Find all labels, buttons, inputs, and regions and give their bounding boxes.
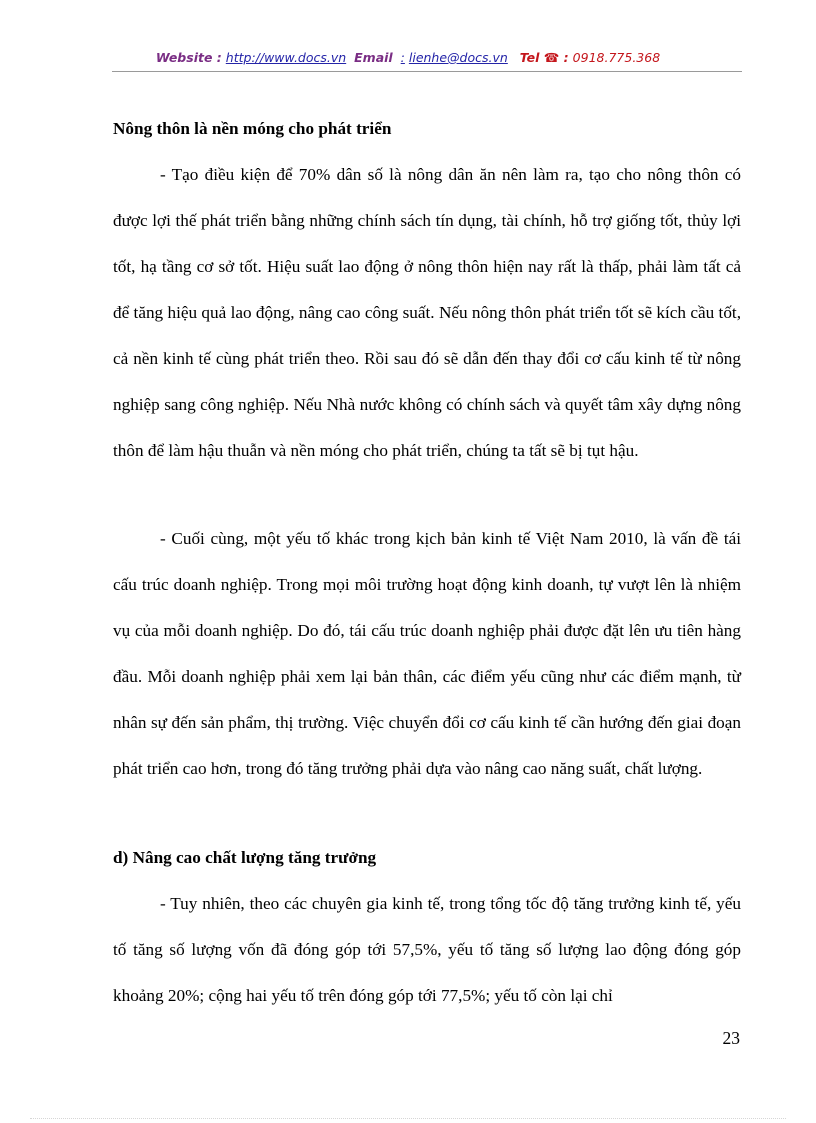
section-heading-rural: Nông thôn là nền móng cho phát triển (113, 119, 392, 138)
page-header (0, 50, 816, 65)
paragraph-rural-development: - Tạo điều kiện để 70% dân số là nông dân ăn nên làm ra, tạo cho nông thôn có được lợi thế phát triển bằng những chính sách tín dụng, tài chính, hỗ trợ giống tốt, thủy lợi tốt, hạ tầng cơ sở tốt. Hiệu suất lao động ở nông thôn hiện nay rất là thấp, phải làm tất cả để tăng hiệu quả lao động, nâng cao công suất. Nếu nông thôn phát triển tốt sẽ kích cầu tốt, cả nền kinh tế cùng phát triển theo. Rồi sau đó sẽ dẫn đến thay đổi cơ cấu kinh tế từ nông nghiệp sang công nghiệp. Nếu Nhà nước không có chính sách và quyết tâm xây dựng nông thôn để làm hậu thuẫn và nền móng cho phát triển, chúng ta tất sẽ bị tụt hậu. (113, 165, 741, 460)
email-label: Email (354, 50, 393, 65)
footer-dotted-line (30, 1118, 786, 1119)
header-divider (112, 71, 742, 72)
section-heading-growth-quality: d) Nâng cao chất lượng tăng trưởng (113, 848, 377, 867)
phone-number: 0918.775.368 (572, 50, 661, 65)
website-link[interactable]: http://www.docs.vn (225, 50, 347, 65)
paragraph-enterprise-restructuring: - Cuối cùng, một yếu tố khác trong kịch bản kinh tế Việt Nam 2010, là vấn đề tái cấu trúc doanh nghiệp. Trong mọi môi trường hoạt động kinh doanh, tự vượt lên là nhiệm vụ của mỗi doanh nghiệp. Do đó, tái cấu trúc doanh nghiệp phải được đặt lên ưu tiên hàng đầu. Mỗi doanh nghiệp phải xem lại bản thân, các điểm yếu cũng như các điểm mạnh, từ nhân sự đến sản phẩm, thị trường. Việc chuyển đổi cơ cấu kinh tế cần hướng đến giai đoạn phát triển cao hơn, trong đó tăng trưởng phải dựa vào nâng cao năng suất, chất lượng. (113, 529, 741, 778)
email-separator: : (400, 50, 405, 65)
tel-label: Tel ☎ : (519, 50, 569, 65)
paragraph-growth-factors: - Tuy nhiên, theo các chuyên gia kinh tế, trong tổng tốc độ tăng trưởng kinh tế, yếu tố tăng số lượng vốn đã đóng góp tới 57,5%, yếu tố tăng số lượng lao động đóng góp khoảng 20%; cộng hai yếu tố trên đóng góp tới 77,5%; yếu tố còn lại chỉ (113, 894, 741, 1005)
page-number: 23 (722, 1028, 740, 1048)
website-label: Website : (155, 50, 222, 65)
email-link[interactable]: lienhe@docs.vn (408, 50, 508, 65)
